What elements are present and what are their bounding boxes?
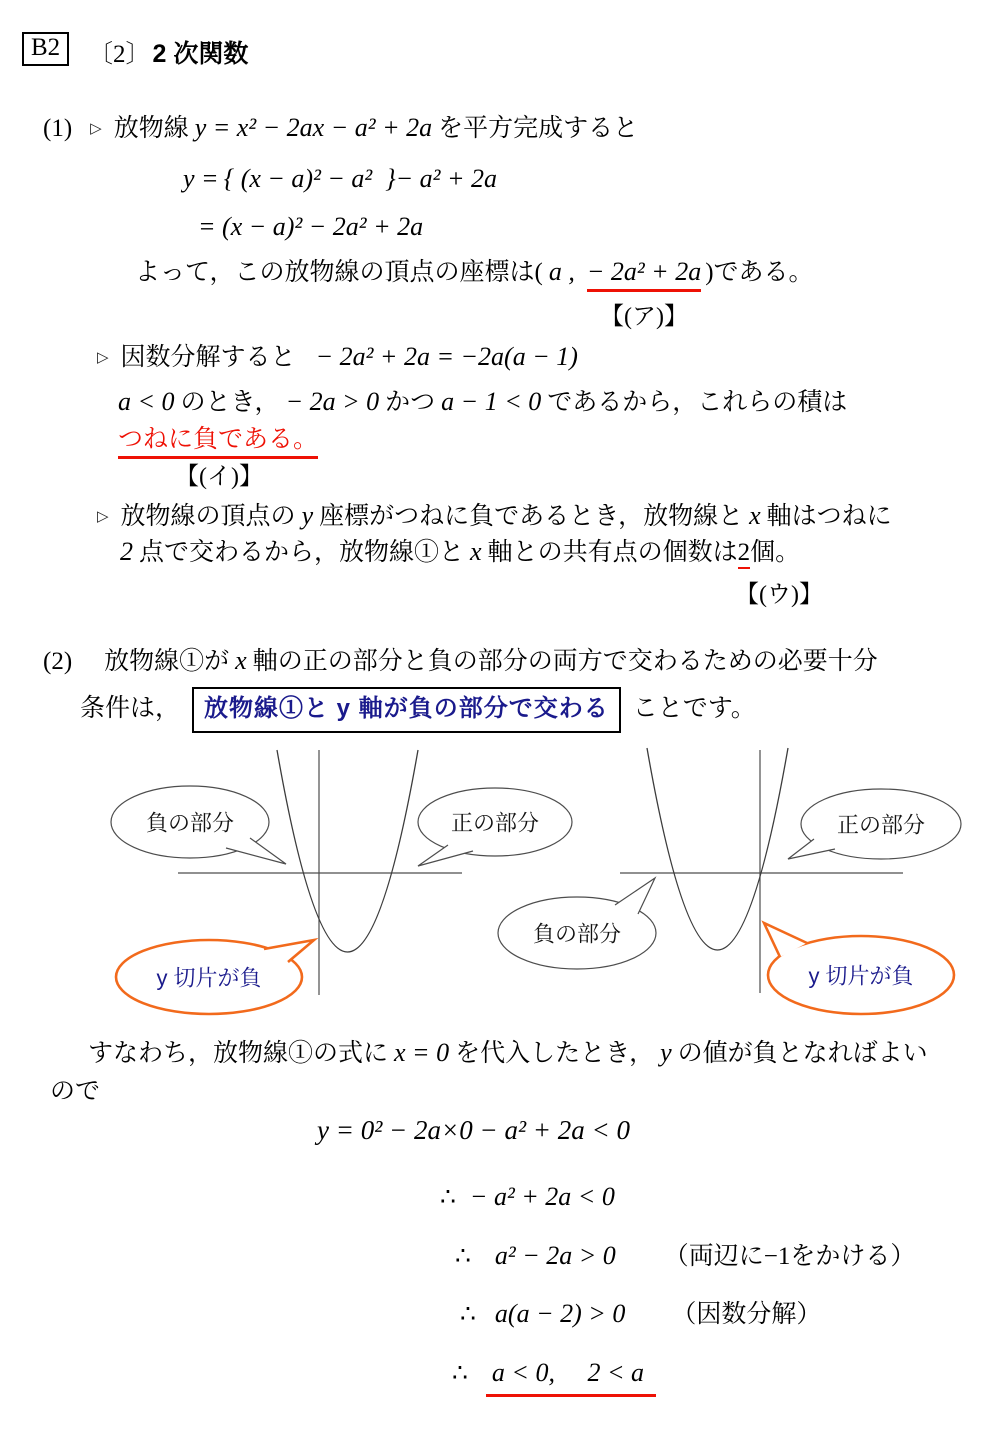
condition-pre: 条件は， [80,695,181,722]
always-negative-answer: つねに負である。 [118,426,318,459]
line-two-intersections-2 [120,536,800,569]
answer-label-c: 【(ウ)】 [735,582,823,608]
t1-formula: − a² + 2a < 0 [469,1182,615,1211]
s3b-j2: 軸との共有点の個数は [487,539,738,566]
t3-note: （因数分解） [671,1301,822,1328]
answer-label-a: 【(ア)】 [600,304,688,330]
eq1-formula: y = { (x − a)² − a² }− a² + 2a [183,164,498,193]
part1-label: (1) [43,115,73,142]
cond-a-neg: a < 0 [118,387,175,416]
s3a-y: y [301,501,314,530]
sub-j2: を代入したとき， [455,1040,655,1067]
line-main-inequality [317,1114,630,1148]
title-text: 2 次関数 [152,40,249,68]
line-therefore-1 [440,1181,615,1214]
s3b-j1: 点で交わるから，放物線①と [139,539,465,566]
step1-equation: y = x² − 2ax − a² + 2a [194,113,433,142]
vertex-pre: よって，この放物線の頂点の座標は( [135,259,543,286]
p2-x: x [235,646,247,675]
line-condition [80,687,756,733]
therefore-icon: ∴ [455,1243,471,1270]
sub-j1: すなわち，放物線①の式に [88,1040,389,1067]
right-negative-label: 負の部分 [532,921,622,947]
cond-minus2a: − 2a > 0 [285,387,380,416]
line-vertex-conclusion [135,256,814,289]
vertex-post: )である。 [705,259,814,286]
line-part2-statement [43,645,878,678]
answer-label-b: 【(イ)】 [175,464,263,490]
t2-note: （両辺に−1をかける） [663,1243,916,1270]
condition-post: ことです。 [632,695,756,722]
therefore-icon: ∴ [452,1360,468,1387]
step1-pre: 放物線 [113,115,189,142]
line-substitute-2: ので [50,1078,101,1105]
cond-aminus1: a − 1 < 0 [441,387,542,416]
right-yintercept-label: y 切片が負 [808,963,914,989]
step1-post: を平方完成すると [438,115,639,142]
condition-boxed-answer: 放物線①と y 軸が負の部分で交わる [192,687,621,733]
s3a-j2: 座標がつねに負であるとき，放物線と [319,503,744,530]
sub-y: y [660,1038,672,1067]
line-therefore-4 [452,1357,656,1390]
p2-j1: 放物線①が [104,648,230,675]
sign-j2: かつ [385,389,436,416]
line-always-negative [118,424,318,455]
therefore-icon: ∴ [440,1184,456,1211]
factorize-equation: − 2a² + 2a = −2a(a − 1) [315,342,578,371]
line-sign-argument [118,386,847,419]
sign-j1: のとき， [180,389,280,416]
sign-j3: であるから，これらの積は [547,389,848,416]
left-yintercept-label: y 切片が負 [156,965,262,991]
title-number: 〔2〕 [88,41,151,68]
line-complete-square [43,112,638,145]
line-therefore-3 [460,1298,821,1331]
line-therefore-2 [455,1240,915,1273]
problem-badge: B2 [22,32,69,66]
s3a-j3: 軸はつねに [766,503,892,530]
factorize-pre: 因数分解すると [120,344,296,371]
page-title [88,34,248,70]
line-factorize [97,341,584,374]
vertex-x: a , [548,257,575,286]
left-positive-label: 正の部分 [450,810,540,836]
p2-j2: 軸の正の部分と負の部分の両方で交わるための必要十分 [252,648,878,675]
eq2-formula: = (x − a)² − 2a² + 2a [198,212,424,241]
count-answer: 2 [738,539,751,569]
sub-x0: x = 0 [394,1038,450,1067]
part2-label: (2) [43,648,73,675]
line-eq2 [198,211,423,244]
s3b-x: x [470,537,482,566]
therefore-icon: ∴ [460,1301,476,1328]
left-parabola [277,750,418,952]
final-answer: a < 0, 2 < a [486,1358,656,1397]
s3b-two: 2 [120,537,133,566]
right-positive-label: 正の部分 [836,812,926,838]
vertex-y-answer: − 2a² + 2a [587,257,701,292]
left-negative-label: 負の部分 [145,810,235,836]
triangle-bullet-icon: ▷ [97,509,109,525]
triangle-bullet-icon: ▷ [97,350,109,366]
line-eq1 [183,163,497,196]
triangle-bullet-icon: ▷ [90,121,102,137]
right-parabola [647,748,788,950]
s3a-j1: 放物線の頂点の [120,503,296,530]
s3a-x: x [749,501,761,530]
s3b-j3: 個。 [750,539,801,566]
main-inequality: y = 0² − 2a×0 − a² + 2a < 0 [317,1115,630,1145]
sub-j3: の値が負となればよい [677,1040,928,1067]
line-substitute-1 [88,1037,928,1070]
t2-formula: a² − 2a > 0 [494,1241,616,1270]
line-two-intersections-1 [97,500,892,533]
t3-formula: a(a − 2) > 0 [494,1299,626,1328]
